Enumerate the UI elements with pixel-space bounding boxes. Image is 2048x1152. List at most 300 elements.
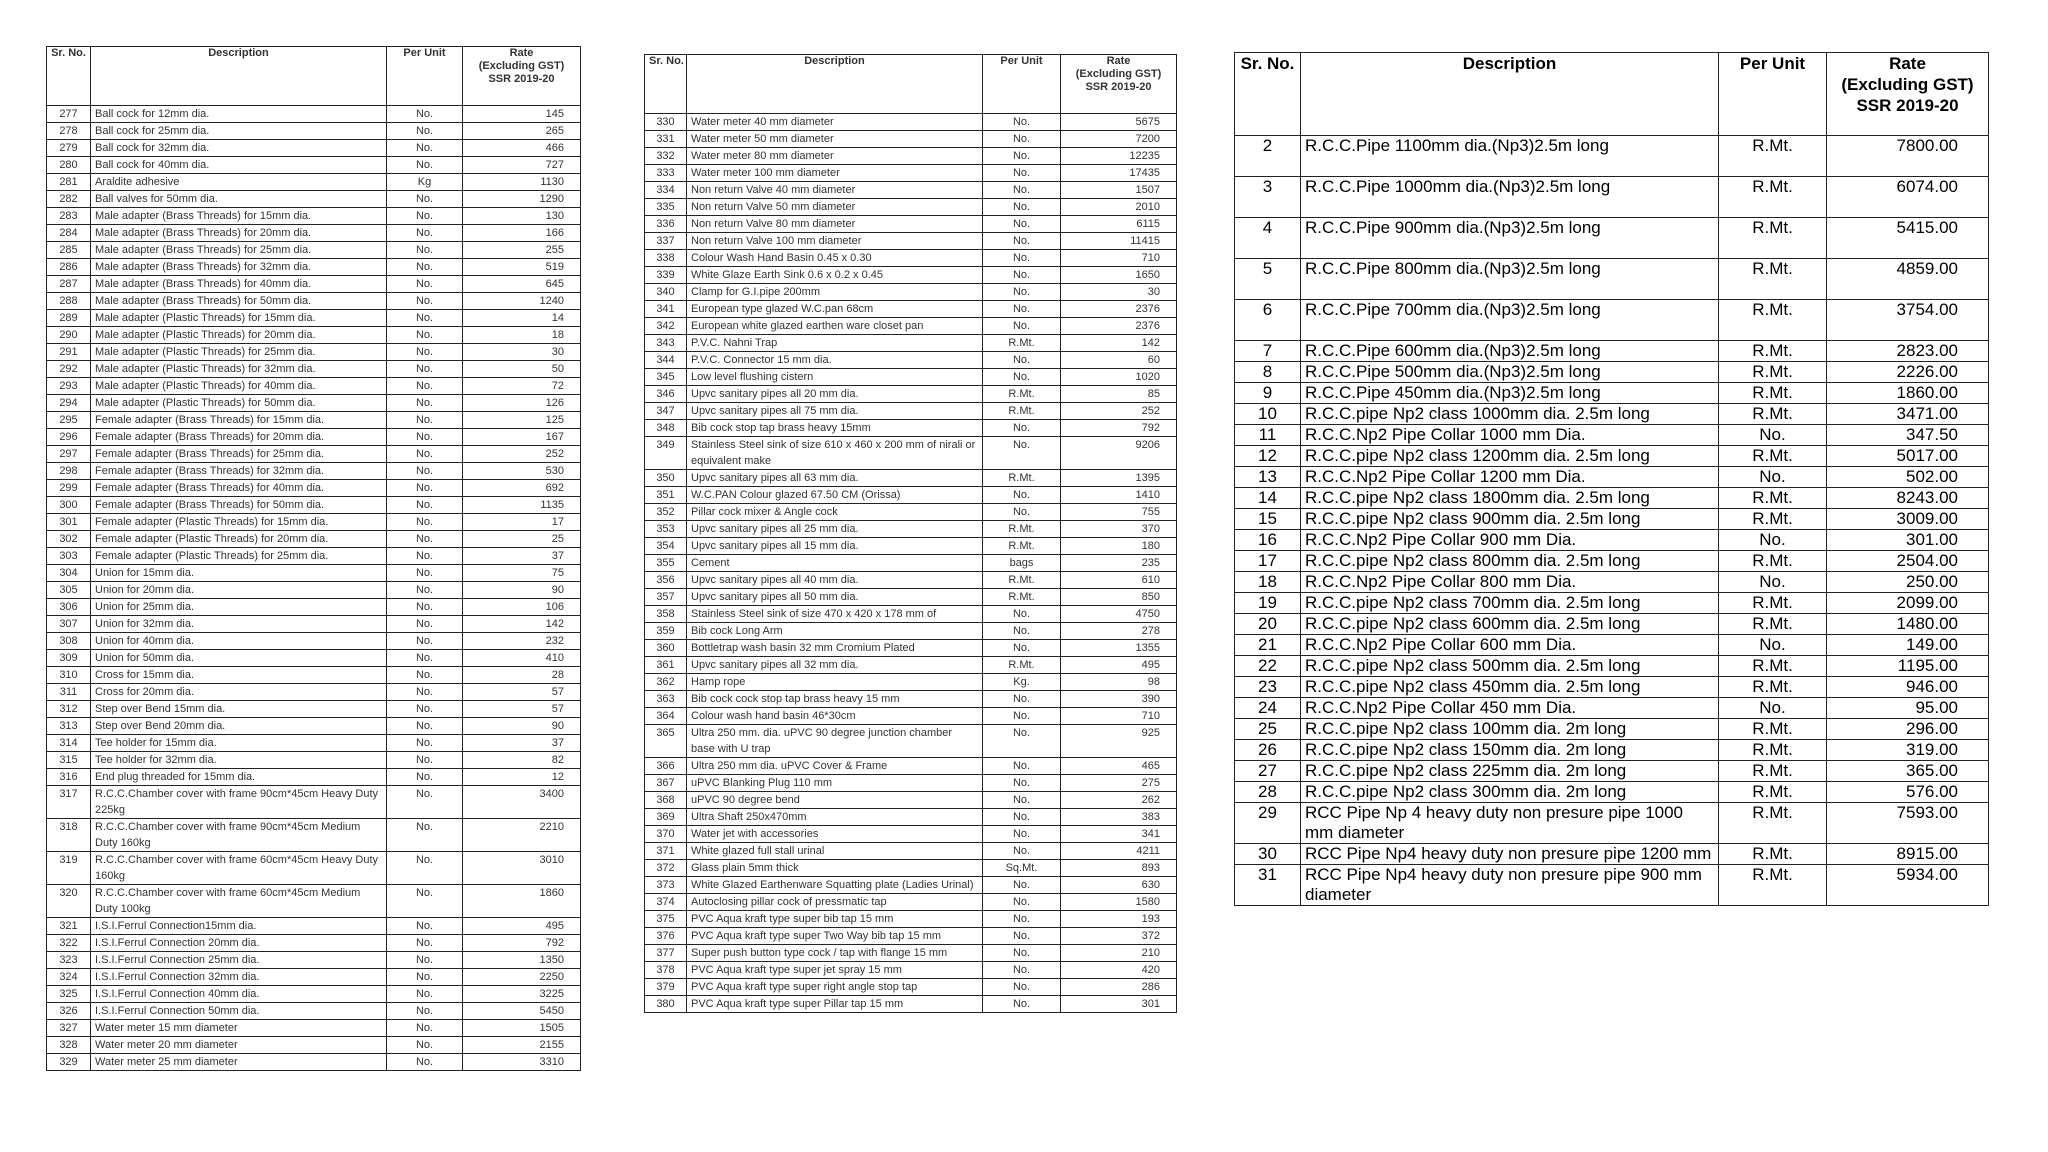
- cell-per-unit: R.Mt.: [1719, 300, 1827, 341]
- cell-per-unit: No.: [387, 225, 463, 242]
- table-row: [645, 386, 1177, 403]
- cell-rate: 4750: [1061, 606, 1177, 623]
- table-row: [645, 691, 1177, 708]
- cell-sr-no: 380: [645, 996, 687, 1013]
- cell-description: Male adapter (Brass Threads) for 15mm dia.: [91, 208, 387, 225]
- cell-rate: 3009.00: [1827, 509, 1989, 530]
- cell-description: Stainless Steel sink of size 610 x 460 x 200 mm of nirali or equivalent make: [687, 437, 983, 470]
- cell-per-unit: No.: [983, 284, 1061, 301]
- cell-sr-no: 355: [645, 555, 687, 572]
- cell-sr-no: 291: [47, 344, 91, 361]
- table-row: [645, 437, 1177, 470]
- cell-sr-no: 343: [645, 335, 687, 352]
- cell-description: White Glazed Earthenware Squatting plate (Ladies Urinal): [687, 877, 983, 894]
- cell-per-unit: R.Mt.: [1719, 614, 1827, 635]
- cell-rate: 296.00: [1827, 719, 1989, 740]
- cell-description: Upvc sanitary pipes all 25 mm dia.: [687, 521, 983, 538]
- cell-sr-no: 374: [645, 894, 687, 911]
- table-row: [645, 148, 1177, 165]
- cell-description: Water meter 50 mm diameter: [687, 131, 983, 148]
- cell-sr-no: 304: [47, 565, 91, 582]
- table-row: [47, 718, 581, 735]
- cell-description: Ball cock for 32mm dia.: [91, 140, 387, 157]
- cell-per-unit: R.Mt.: [1719, 719, 1827, 740]
- cell-per-unit: No.: [387, 514, 463, 531]
- cell-sr-no: 298: [47, 463, 91, 480]
- table-row: [47, 242, 581, 259]
- cell-description: R.C.C.Pipe 1100mm dia.(Np3)2.5m long: [1301, 136, 1719, 177]
- cell-description: Female adapter (Plastic Threads) for 15mm dia.: [91, 514, 387, 531]
- table-row: [47, 429, 581, 446]
- cell-sr-no: 289: [47, 310, 91, 327]
- cell-per-unit: No.: [983, 809, 1061, 826]
- cell-sr-no: 320: [47, 885, 91, 918]
- cell-per-unit: No.: [387, 952, 463, 969]
- header-rate-sub: (Excluding GST): [1841, 75, 1974, 94]
- cell-rate: 1480.00: [1827, 614, 1989, 635]
- table-row: [47, 752, 581, 769]
- cell-description: R.C.C.pipe Np2 class 600mm dia. 2.5m long: [1301, 614, 1719, 635]
- cell-rate: 301: [1061, 996, 1177, 1013]
- table-row: [645, 131, 1177, 148]
- cell-per-unit: No.: [983, 369, 1061, 386]
- header-rate: [463, 47, 581, 106]
- cell-rate: 365.00: [1827, 761, 1989, 782]
- cell-rate: 2376: [1061, 318, 1177, 335]
- cell-description: Male adapter (Brass Threads) for 32mm dia.: [91, 259, 387, 276]
- cell-rate: 3400: [463, 786, 581, 819]
- cell-sr-no: 278: [47, 123, 91, 140]
- cell-description: White glazed full stall urinal: [687, 843, 983, 860]
- header-rate-title: Rate: [1106, 55, 1131, 67]
- cell-rate: 193: [1061, 911, 1177, 928]
- cell-sr-no: 26: [1235, 740, 1301, 761]
- table-row: [645, 420, 1177, 437]
- cell-description: Stainless Steel sink of size 470 x 420 x 178 mm of: [687, 606, 983, 623]
- table-row: [645, 962, 1177, 979]
- cell-rate: 466: [463, 140, 581, 157]
- table-row: [47, 174, 581, 191]
- cell-description: Female adapter (Brass Threads) for 40mm dia.: [91, 480, 387, 497]
- cell-rate: 2099.00: [1827, 593, 1989, 614]
- cell-rate: 82: [463, 752, 581, 769]
- cell-per-unit: R.Mt.: [983, 572, 1061, 589]
- cell-rate: 210: [1061, 945, 1177, 962]
- cell-sr-no: 292: [47, 361, 91, 378]
- table-row: [645, 894, 1177, 911]
- cell-rate: 166: [463, 225, 581, 242]
- header-description: Description: [1301, 53, 1719, 136]
- table-row: [645, 199, 1177, 216]
- cell-description: European white glazed earthen ware closet pan: [687, 318, 983, 335]
- cell-per-unit: No.: [983, 928, 1061, 945]
- cell-rate: 142: [463, 616, 581, 633]
- cell-sr-no: 21: [1235, 635, 1301, 656]
- cell-description: I.S.I.Ferrul Connection 32mm dia.: [91, 969, 387, 986]
- table-row: [1235, 803, 1989, 844]
- table-row: [1235, 425, 1989, 446]
- cell-rate: 11415: [1061, 233, 1177, 250]
- cell-description: P.V.C. Nahni Trap: [687, 335, 983, 352]
- cell-sr-no: 288: [47, 293, 91, 310]
- cell-per-unit: No.: [983, 250, 1061, 267]
- table-header-row: [1235, 53, 1989, 136]
- table-row: [47, 819, 581, 852]
- cell-sr-no: 2: [1235, 136, 1301, 177]
- cell-rate: 1020: [1061, 369, 1177, 386]
- cell-per-unit: No.: [387, 565, 463, 582]
- cell-sr-no: 16: [1235, 530, 1301, 551]
- cell-description: Tee holder for 32mm dia.: [91, 752, 387, 769]
- cell-rate: 180: [1061, 538, 1177, 555]
- table-row: [47, 935, 581, 952]
- cell-rate: 4211: [1061, 843, 1177, 860]
- cell-sr-no: 366: [645, 758, 687, 775]
- table-row: [47, 633, 581, 650]
- cell-description: Upvc sanitary pipes all 15 mm dia.: [687, 538, 983, 555]
- cell-rate: 3225: [463, 986, 581, 1003]
- cell-per-unit: No.: [387, 480, 463, 497]
- cell-description: Low level flushing cistern: [687, 369, 983, 386]
- cell-rate: 1350: [463, 952, 581, 969]
- table-row: [645, 589, 1177, 606]
- cell-description: Upvc sanitary pipes all 32 mm dia.: [687, 657, 983, 674]
- cell-description: I.S.I.Ferrul Connection15mm dia.: [91, 918, 387, 935]
- cell-sr-no: 363: [645, 691, 687, 708]
- header-per-unit: Per Unit: [983, 55, 1061, 114]
- cell-sr-no: 280: [47, 157, 91, 174]
- cell-per-unit: No.: [387, 191, 463, 208]
- cell-sr-no: 27: [1235, 761, 1301, 782]
- cell-sr-no: 342: [645, 318, 687, 335]
- cell-sr-no: 346: [645, 386, 687, 403]
- cell-per-unit: No.: [983, 758, 1061, 775]
- header-per-unit: Per Unit: [1719, 53, 1827, 136]
- cell-description: R.C.C.Np2 Pipe Collar 1000 mm Dia.: [1301, 425, 1719, 446]
- cell-rate: 30: [463, 344, 581, 361]
- cell-sr-no: 10: [1235, 404, 1301, 425]
- table-row: [47, 548, 581, 565]
- cell-per-unit: R.Mt.: [1719, 865, 1827, 906]
- header-rate-sub2: SSR 2019-20: [1856, 96, 1959, 115]
- cell-per-unit: No.: [387, 633, 463, 650]
- cell-description: Super push button type cock / tap with flange 15 mm: [687, 945, 983, 962]
- cell-sr-no: 294: [47, 395, 91, 412]
- table-row: [645, 335, 1177, 352]
- cell-per-unit: No.: [387, 276, 463, 293]
- cell-description: Union for 40mm dia.: [91, 633, 387, 650]
- cell-rate: 1135: [463, 497, 581, 514]
- cell-sr-no: 340: [645, 284, 687, 301]
- cell-rate: 232: [463, 633, 581, 650]
- cell-description: Autoclosing pillar cock of pressmatic tap: [687, 894, 983, 911]
- cell-sr-no: 314: [47, 735, 91, 752]
- table-row: [47, 565, 581, 582]
- cell-description: Colour Wash Hand Basin 0.45 x 0.30: [687, 250, 983, 267]
- cell-rate: 576.00: [1827, 782, 1989, 803]
- cell-rate: 98: [1061, 674, 1177, 691]
- cell-rate: 946.00: [1827, 677, 1989, 698]
- cell-sr-no: 30: [1235, 844, 1301, 865]
- table-row: [645, 572, 1177, 589]
- cell-rate: 265: [463, 123, 581, 140]
- table-row: [1235, 136, 1989, 177]
- cell-description: PVC Aqua kraft type super bib tap 15 mm: [687, 911, 983, 928]
- cell-description: Male adapter (Plastic Threads) for 32mm dia.: [91, 361, 387, 378]
- cell-rate: 9206: [1061, 437, 1177, 470]
- header-rate-sub: (Excluding GST): [1075, 68, 1162, 80]
- cell-sr-no: 360: [645, 640, 687, 657]
- cell-rate: 372: [1061, 928, 1177, 945]
- cell-description: Female adapter (Brass Threads) for 50mm dia.: [91, 497, 387, 514]
- cell-description: Tee holder for 15mm dia.: [91, 735, 387, 752]
- table-row: [645, 606, 1177, 623]
- cell-per-unit: No.: [983, 623, 1061, 640]
- cell-sr-no: 7: [1235, 341, 1301, 362]
- cell-sr-no: 14: [1235, 488, 1301, 509]
- cell-description: Clamp for G.I.pipe 200mm: [687, 284, 983, 301]
- table-row: [645, 403, 1177, 420]
- cell-description: Ultra 250 mm dia. uPVC Cover & Frame: [687, 758, 983, 775]
- table-row: [47, 852, 581, 885]
- cell-per-unit: No.: [387, 446, 463, 463]
- table-row: [47, 986, 581, 1003]
- cell-rate: 1507: [1061, 182, 1177, 199]
- cell-rate: 252: [463, 446, 581, 463]
- cell-sr-no: 290: [47, 327, 91, 344]
- table-row: [645, 826, 1177, 843]
- cell-description: R.C.C.pipe Np2 class 225mm dia. 2m long: [1301, 761, 1719, 782]
- table-row: [645, 657, 1177, 674]
- cell-description: PVC Aqua kraft type super right angle stop tap: [687, 979, 983, 996]
- cell-per-unit: No.: [983, 148, 1061, 165]
- cell-rate: 60: [1061, 352, 1177, 369]
- cell-per-unit: R.Mt.: [1719, 761, 1827, 782]
- cell-sr-no: 296: [47, 429, 91, 446]
- cell-description: Water meter 15 mm diameter: [91, 1020, 387, 1037]
- cell-rate: 1195.00: [1827, 656, 1989, 677]
- table-row: [645, 216, 1177, 233]
- cell-description: Male adapter (Plastic Threads) for 50mm dia.: [91, 395, 387, 412]
- table-row: [47, 208, 581, 225]
- cell-rate: 1355: [1061, 640, 1177, 657]
- cell-per-unit: No.: [387, 242, 463, 259]
- cell-per-unit: No.: [387, 344, 463, 361]
- cell-sr-no: 333: [645, 165, 687, 182]
- cell-description: Male adapter (Brass Threads) for 50mm dia.: [91, 293, 387, 310]
- cell-rate: 1505: [463, 1020, 581, 1037]
- cell-description: Colour wash hand basin 46*30cm: [687, 708, 983, 725]
- cell-per-unit: No.: [387, 1054, 463, 1071]
- cell-sr-no: 299: [47, 480, 91, 497]
- cell-per-unit: No.: [387, 786, 463, 819]
- cell-rate: 7800.00: [1827, 136, 1989, 177]
- table-row: [645, 538, 1177, 555]
- cell-rate: 4859.00: [1827, 259, 1989, 300]
- cell-description: Male adapter (Brass Threads) for 40mm dia.: [91, 276, 387, 293]
- cell-sr-no: 330: [645, 114, 687, 131]
- table-row: [1235, 635, 1989, 656]
- cell-rate: 2010: [1061, 199, 1177, 216]
- table-row: [645, 877, 1177, 894]
- cell-per-unit: No.: [387, 429, 463, 446]
- table-row: [645, 267, 1177, 284]
- cell-sr-no: 3: [1235, 177, 1301, 218]
- cell-sr-no: 365: [645, 725, 687, 758]
- cell-per-unit: R.Mt.: [1719, 509, 1827, 530]
- cell-description: Union for 25mm dia.: [91, 599, 387, 616]
- cell-rate: 126: [463, 395, 581, 412]
- table-row: [47, 378, 581, 395]
- cell-sr-no: 28: [1235, 782, 1301, 803]
- cell-sr-no: 281: [47, 174, 91, 191]
- cell-description: R.C.C.Np2 Pipe Collar 600 mm Dia.: [1301, 635, 1719, 656]
- header-sr-no: Sr. No.: [47, 47, 91, 106]
- table-row: [47, 735, 581, 752]
- cell-rate: 278: [1061, 623, 1177, 640]
- cell-rate: 18: [463, 327, 581, 344]
- cell-rate: 502.00: [1827, 467, 1989, 488]
- cell-per-unit: No.: [983, 843, 1061, 860]
- table-row: [47, 531, 581, 548]
- table-row: [47, 361, 581, 378]
- rate-table-left: [46, 46, 581, 1071]
- cell-rate: 50: [463, 361, 581, 378]
- cell-description: R.C.C.pipe Np2 class 150mm dia. 2m long: [1301, 740, 1719, 761]
- cell-sr-no: 321: [47, 918, 91, 935]
- cell-sr-no: 18: [1235, 572, 1301, 593]
- cell-description: Bib cock Long Arm: [687, 623, 983, 640]
- table-row: [645, 470, 1177, 487]
- cell-per-unit: R.Mt.: [983, 538, 1061, 555]
- cell-rate: 262: [1061, 792, 1177, 809]
- cell-rate: 2376: [1061, 301, 1177, 318]
- table-row: [47, 1037, 581, 1054]
- table-row: [47, 786, 581, 819]
- cell-rate: 37: [463, 735, 581, 752]
- header-description: Description: [687, 55, 983, 114]
- header-rate-title: Rate: [1889, 54, 1926, 73]
- cell-per-unit: No.: [387, 582, 463, 599]
- table-body-right: [1235, 136, 1989, 906]
- cell-description: R.C.C.pipe Np2 class 100mm dia. 2m long: [1301, 719, 1719, 740]
- table-row: [47, 140, 581, 157]
- cell-rate: 250.00: [1827, 572, 1989, 593]
- cell-rate: 142: [1061, 335, 1177, 352]
- cell-per-unit: No.: [387, 701, 463, 718]
- cell-sr-no: 5: [1235, 259, 1301, 300]
- table-row: [1235, 177, 1989, 218]
- table-row: [1235, 467, 1989, 488]
- cell-per-unit: No.: [983, 725, 1061, 758]
- cell-description: Water meter 80 mm diameter: [687, 148, 983, 165]
- table-row: [645, 843, 1177, 860]
- cell-rate: 1290: [463, 191, 581, 208]
- header-rate-sub2: SSR 2019-20: [1085, 81, 1152, 93]
- cell-per-unit: No.: [387, 1020, 463, 1037]
- cell-rate: 57: [463, 701, 581, 718]
- table-row: [47, 497, 581, 514]
- cell-per-unit: No.: [387, 935, 463, 952]
- cell-sr-no: 313: [47, 718, 91, 735]
- table-row: [645, 792, 1177, 809]
- cell-sr-no: 8: [1235, 362, 1301, 383]
- cell-description: Pillar cock mixer & Angle cock: [687, 504, 983, 521]
- table-row: [645, 233, 1177, 250]
- cell-sr-no: 358: [645, 606, 687, 623]
- cell-description: Water jet with accessories: [687, 826, 983, 843]
- cell-rate: 2226.00: [1827, 362, 1989, 383]
- cell-sr-no: 348: [645, 420, 687, 437]
- cell-per-unit: No.: [983, 606, 1061, 623]
- cell-per-unit: No.: [983, 911, 1061, 928]
- cell-sr-no: 328: [47, 1037, 91, 1054]
- cell-per-unit: R.Mt.: [983, 335, 1061, 352]
- cell-sr-no: 322: [47, 935, 91, 952]
- header-rate-title: Rate: [509, 47, 534, 59]
- cell-per-unit: No.: [387, 986, 463, 1003]
- cell-description: Male adapter (Plastic Threads) for 15mm dia.: [91, 310, 387, 327]
- table-row: [47, 276, 581, 293]
- cell-description: European type glazed W.C.pan 68cm: [687, 301, 983, 318]
- cell-per-unit: No.: [983, 826, 1061, 843]
- cell-per-unit: R.Mt.: [1719, 488, 1827, 509]
- cell-per-unit: R.Mt.: [983, 521, 1061, 538]
- table-row: [1235, 259, 1989, 300]
- cell-rate: 149.00: [1827, 635, 1989, 656]
- cell-description: uPVC 90 degree bend: [687, 792, 983, 809]
- cell-sr-no: 31: [1235, 865, 1301, 906]
- table-row: [645, 318, 1177, 335]
- table-row: [1235, 446, 1989, 467]
- cell-description: R.C.C.Pipe 800mm dia.(Np3)2.5m long: [1301, 259, 1719, 300]
- cell-description: Female adapter (Plastic Threads) for 20mm dia.: [91, 531, 387, 548]
- cell-per-unit: No.: [983, 182, 1061, 199]
- cell-rate: 12235: [1061, 148, 1177, 165]
- cell-rate: 2250: [463, 969, 581, 986]
- cell-per-unit: No.: [387, 852, 463, 885]
- cell-per-unit: No.: [983, 996, 1061, 1013]
- table-row: [1235, 383, 1989, 404]
- table-row: [1235, 614, 1989, 635]
- cell-per-unit: No.: [387, 259, 463, 276]
- cell-rate: 37: [463, 548, 581, 565]
- cell-rate: 319.00: [1827, 740, 1989, 761]
- cell-description: Non return Valve 100 mm diameter: [687, 233, 983, 250]
- cell-per-unit: No.: [387, 684, 463, 701]
- cell-rate: 370: [1061, 521, 1177, 538]
- cell-rate: 610: [1061, 572, 1177, 589]
- table-row: [47, 599, 581, 616]
- cell-per-unit: R.Mt.: [1719, 656, 1827, 677]
- cell-description: Male adapter (Brass Threads) for 25mm dia.: [91, 242, 387, 259]
- table-row: [1235, 844, 1989, 865]
- cell-sr-no: 359: [645, 623, 687, 640]
- cell-sr-no: 309: [47, 650, 91, 667]
- cell-per-unit: No.: [1719, 425, 1827, 446]
- table-row: [645, 996, 1177, 1013]
- cell-per-unit: No.: [983, 352, 1061, 369]
- cell-description: Step over Bend 20mm dia.: [91, 718, 387, 735]
- cell-rate: 255: [463, 242, 581, 259]
- cell-sr-no: 293: [47, 378, 91, 395]
- cell-per-unit: No.: [983, 114, 1061, 131]
- cell-per-unit: R.Mt.: [1719, 341, 1827, 362]
- cell-per-unit: No.: [387, 395, 463, 412]
- cell-per-unit: No.: [983, 437, 1061, 470]
- cell-sr-no: 323: [47, 952, 91, 969]
- cell-description: Non return Valve 80 mm diameter: [687, 216, 983, 233]
